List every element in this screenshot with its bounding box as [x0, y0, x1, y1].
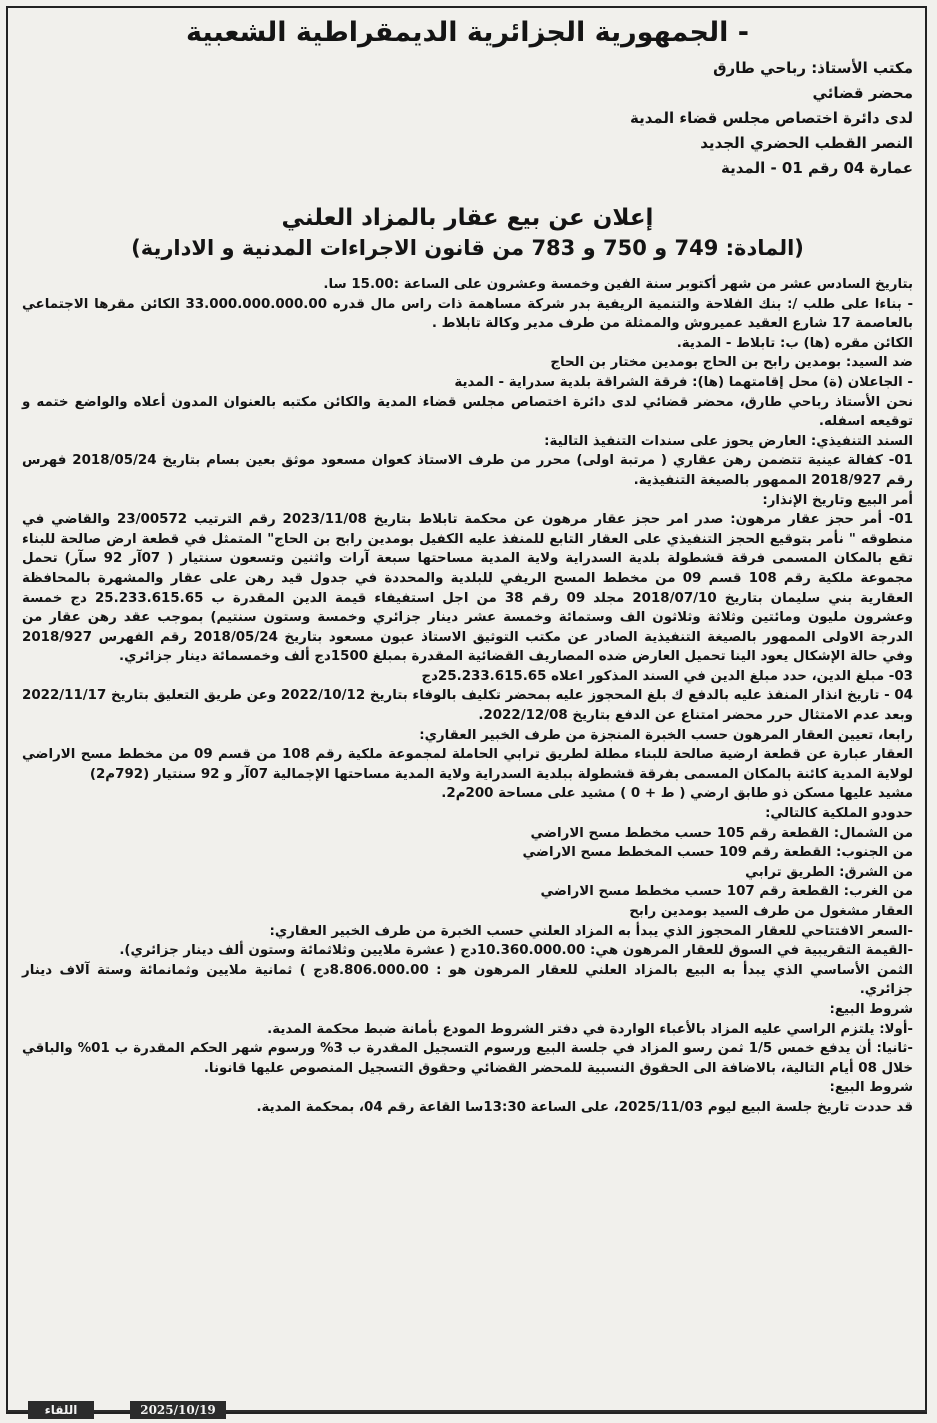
body-paragraph: الكائن مقره (ها) ب: تابلاط - المدية.	[676, 335, 913, 351]
body-paragraph: شروط البيع:	[829, 1001, 913, 1017]
body-paragraph: أمر البيع وتاريخ الإنذار:	[762, 492, 913, 508]
body-paragraph: حدودو الملكية كالتالي:	[765, 806, 913, 822]
body-paragraph: 04 - تاريخ انذار المنفذ عليه بالدفع ك بلغ المحجوز عليه بمحضر تكليف بالوفاء بتاريخ 2022/10/12 وعن طريق التعليق بتاريخ 2022/11/17 وبعد عدم الامتثال حرر محضر امتناع عن الدفع بتاريخ 2022/12/08.	[22, 688, 913, 724]
office-line: مكتب الأستاذ: رباحي طارق	[713, 59, 913, 77]
body-paragraph: نحن الأستاذ رباحي طارق، محضر قضائي لدى دائرة اختصاص مجلس قضاء المدية والكائن مكتبه بالعنوان المدون أعلاه والواضع ختمه و توقيعه اسفله.	[22, 394, 913, 430]
body-paragraph: بتاريخ السادس عشر من شهر أكتوبر سنة الفين وخمسة وعشرون على الساعة :15.00 سا.	[323, 277, 913, 292]
body-paragraph: ضد السيد: بومدين رابح بن الحاج بومدين مختار بن الحاج	[550, 355, 913, 371]
office-line: عمارة 04 رقم 01 - المدية	[721, 159, 913, 177]
newspaper-name: اللقاء	[28, 1401, 94, 1419]
announcement-title: إعلان عن بيع عقار بالمزاد العلني	[281, 205, 654, 231]
body-paragraph: شروط البيع:	[829, 1080, 913, 1096]
body-paragraph: 03- مبلغ الدين، حدد مبلغ الدين في السند المذكور اعلاه 25.233.615.65دج	[421, 668, 913, 684]
announcement-body	[22, 275, 913, 1118]
body-paragraph: -ثانيا: أن يدفع خمس 1/5 ثمن رسو المزاد في جلسة البيع ورسوم التسجيل المقدرة ب 3% ورسوم شهر الحكم المقدرة ب 01% والباقي خلال 08 أيام التالية، بالاضافة الى الحقوق النسبية للمحضر القضائي وحقوق التسجيل المنصوص عليها قانونا.	[22, 1041, 913, 1076]
body-paragraph: -أولا: يلتزم الراسي عليه المزاد بالأعباء الواردة في دفتر الشروط المودع بأمانة ضبط محكمة المدية.	[267, 1021, 913, 1037]
office-line: لدى دائرة اختصاص مجلس قضاء المدية	[629, 109, 913, 127]
body-paragraph: من الشرق: الطريق ترابي	[745, 864, 913, 880]
body-paragraph: العقار عبارة عن قطعة ارضية صالحة للبناء مطلة لطريق ترابي الحاملة لمجموعة ملكية رقم 108 من قسم 09 من مخطط مسح الاراضي لولاية المدية كائنة بالمكان المسمى بفرقة قشطولة ببلدية السدراية ولاية المدية مساحتها الإجمالية 07آر و 92 سنتيار (792م2)	[22, 747, 913, 782]
body-paragraph: من الغرب: القطعة رقم 107 حسب مخطط مسح الاراضي	[540, 884, 913, 900]
bailiff-office-block	[22, 56, 913, 181]
body-paragraph: مشيد عليها مسكن ذو طابق ارضي ( ط + 0 ) مشيد على مساحة 200م2.	[441, 786, 913, 802]
body-paragraph: قد حددت تاريخ جلسة البيع ليوم 2025/11/03، على الساعة 13:30سا القاعة رقم 04، بمحكمة المدية.	[256, 1099, 913, 1115]
body-paragraph: 01- أمر حجز عقار مرهون: صدر امر حجز عقار مرهون عن محكمة تابلاط بتاريخ 2023/11/08 رقم الترتيب 23/00572 والقاضي في منطوقه " نأمر بتوقيع الحجز التنفيذي على العقار التابع للمنفذ عليه الكفيل بومدين رابح بن الحاج" المتمثل في قطعة ارض صالحة للبناء تقع بالمكان المسمى فرقة قشطولة بلدية السدراية ولاية المدية مساحتها سبعة آرات واثنين وتسعون سنتيار ( 07آر 92 سآر) تحمل مجموعة ملكية رقم 108 قسم 09 من مخطط المسح الريفي للبلدية والمحددة في جدول قيد رهن على عقار والمشهرة بالمحافظة العقارية بني سليمان بتاريخ 2018/07/10 مجلد 09 رقم 38 من اجل استفيفاء قيمة الدين المقدرة ب 25.233.615.65 دج خمسة وعشرون مليون ومائتين وثلاثة وثلاثون الف وستمائة وخمسة عشر دينار جزائري وخمسة وستون سنتيم) بموجب عقد رهن عقار من الدرجة الاولى الممهور بالصيغة التنفيذية الصادر عن مكتب التوثيق الاستاذ عبون مسعود بتاريخ 2018/05/24 رقم الفهرس 2018/927 وفي حالة الإشكال يعود الينا تحميل العارض ضده المصاريف القضائية المقدرة بمبلغ 1500دج ألف وخمسمائة دينار جزائري.	[22, 512, 914, 665]
body-paragraph: - الجاعلان (ة) محل إقامتهما (ها): فرقة الشراقة بلدية سدراية - المدية	[454, 374, 913, 390]
announcement-subtitle: (المادة: 749 و 750 و 783 من قانون الاجراءات المدنية و الادارية)	[131, 236, 804, 260]
footer-rule	[94, 1410, 130, 1412]
body-paragraph: الثمن الأساسي الذي يبدأ به البيع بالمزاد العلني للعقار المرهون هو : 8.806.000.00دج ) ثمانية ملايين وثمانمائة وستة آلاف دينار جزائري.	[22, 962, 913, 998]
body-paragraph: -القيمة التقريبية في السوق للعقار المرهون هي: 10.360.000.00دج ( عشرة ملايين وثلاثمائة وستون ألف دينار جزائري).	[119, 943, 913, 959]
newspaper-footer	[6, 1401, 927, 1421]
announcement-frame	[6, 6, 927, 1414]
body-paragraph: رابعا، تعيين العقار المرهون حسب الخبرة المنجزة من طرف الخبير العقاري:	[419, 727, 913, 743]
body-paragraph: العقار مشغول من طرف السيد بومدين رابح	[629, 904, 913, 919]
body-paragraph: من الشمال: القطعة رقم 105 حسب مخطط مسح الاراضي	[530, 825, 913, 841]
office-line: محضر قضائي	[812, 84, 913, 102]
footer-rule	[6, 1410, 28, 1412]
republic-header: - الجمهورية الجزائرية الديمقراطية الشعبية	[186, 17, 749, 48]
body-paragraph: -السعر الافتتاحي للعقار المحجوز الذي يبدأ به المزاد العلني حسب الخبرة من طرف الخبير العقاري:	[269, 923, 913, 939]
body-paragraph: 01- كفالة عينية تتضمن رهن عقاري ( مرتبة اولى) محرر من طرف الاستاذ كعوان مسعود موثق بعين بسام بتاريخ 2018/05/24 فهرس رقم 2018/927 الممهور بالصيغة التنفيذية.	[22, 453, 913, 488]
body-paragraph: السند التنفيذي: العارض يحوز على سندات التنفيذ التالية:	[544, 433, 913, 449]
office-line: النصر القطب الحضري الجديد	[700, 134, 913, 152]
body-paragraph: - بناءا على طلب /: بنك الفلاحة والتنمية الريفية بدر شركة مساهمة ذات راس مال قدره 33.000.000.000.00 الكائن مقرها الاجتماعي بالعاصمة 17 شارع العقيد عميروش والممثلة من طرف مدير وكالة تابلاط .	[22, 296, 914, 332]
body-paragraph: من الجنوب: القطعة رقم 109 حسب المخطط مسح الاراضي	[522, 845, 913, 861]
issue-date: 2025/10/19	[130, 1401, 226, 1419]
footer-rule	[226, 1410, 927, 1412]
